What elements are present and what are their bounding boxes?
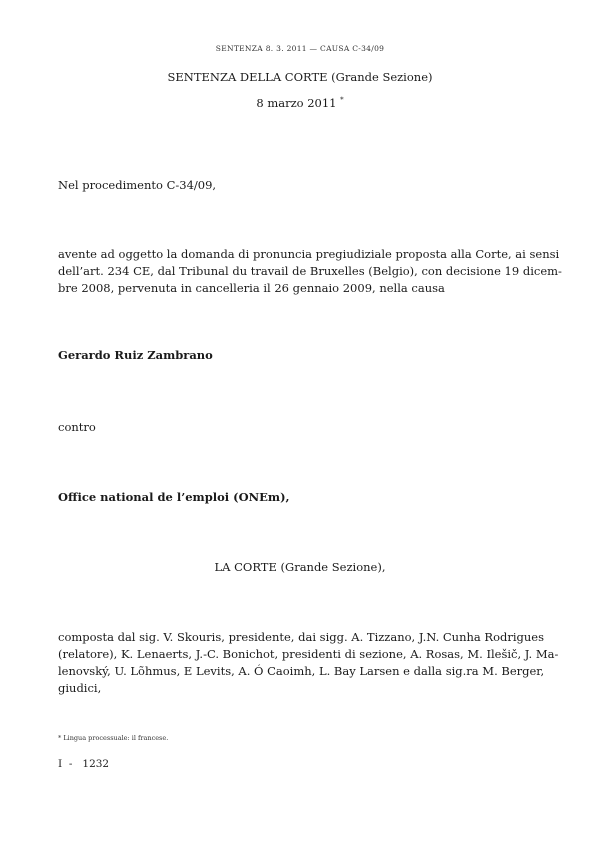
versus-text: contro — [58, 420, 96, 434]
object-line: dell’art. 234 CE, dal Tribunal du travail de Bruxelles (Belgio), con decisione 19 dicem- — [58, 264, 562, 278]
object-line: avente ad oggetto la domanda di pronuncia pregiudiziale proposta alla Corte, ai sensi — [58, 247, 560, 261]
judgment-title: SENTENZA DELLA CORTE (Grande Sezione) — [167, 70, 433, 84]
composition-line: composta dal sig. V. Skouris, presidente, dai sigg. A. Tizzano, J.N. Cunha Rodrigues — [58, 630, 544, 644]
party-one — [58, 347, 542, 364]
composition-paragraph — [58, 629, 559, 697]
procedure-paragraph — [58, 177, 542, 194]
object-line: bre 2008, pervenuta in cancelleria il 26 gennaio 2009, nella causa — [58, 281, 445, 295]
page-number: I - 1232 — [58, 758, 110, 770]
running-header: SENTENZA 8. 3. 2011 — CAUSA C-34/09 — [215, 44, 385, 53]
party-one-name: Gerardo Ruiz Zambrano — [58, 348, 213, 362]
judgment-date — [0, 96, 600, 110]
court-heading: LA CORTE (Grande Sezione), — [214, 560, 386, 574]
footnote-mark: * — [340, 96, 344, 105]
party-two — [58, 489, 542, 506]
composition-line: giudici, — [58, 681, 102, 695]
party-two-name: Office national de l’emploi (ONEm), — [58, 490, 290, 504]
footnote: * Lingua processuale: il francese. — [58, 734, 169, 742]
composition-line: (relatore), K. Lenaerts, J.-C. Bonichot, presidenti di sezione, A. Rosas, M. Ilešič, J. Ma- — [58, 647, 559, 661]
judgment-date-text: 8 marzo 2011 — [256, 96, 337, 110]
procedure-text: Nel procedimento C-34/09, — [58, 178, 217, 192]
versus-label — [58, 419, 542, 436]
object-paragraph — [58, 246, 562, 297]
composition-line: lenovský, U. Lõhmus, E Levits, A. Ó Caoimh, L. Bay Larsen e dalla sig.ra M. Berger, — [58, 664, 545, 678]
